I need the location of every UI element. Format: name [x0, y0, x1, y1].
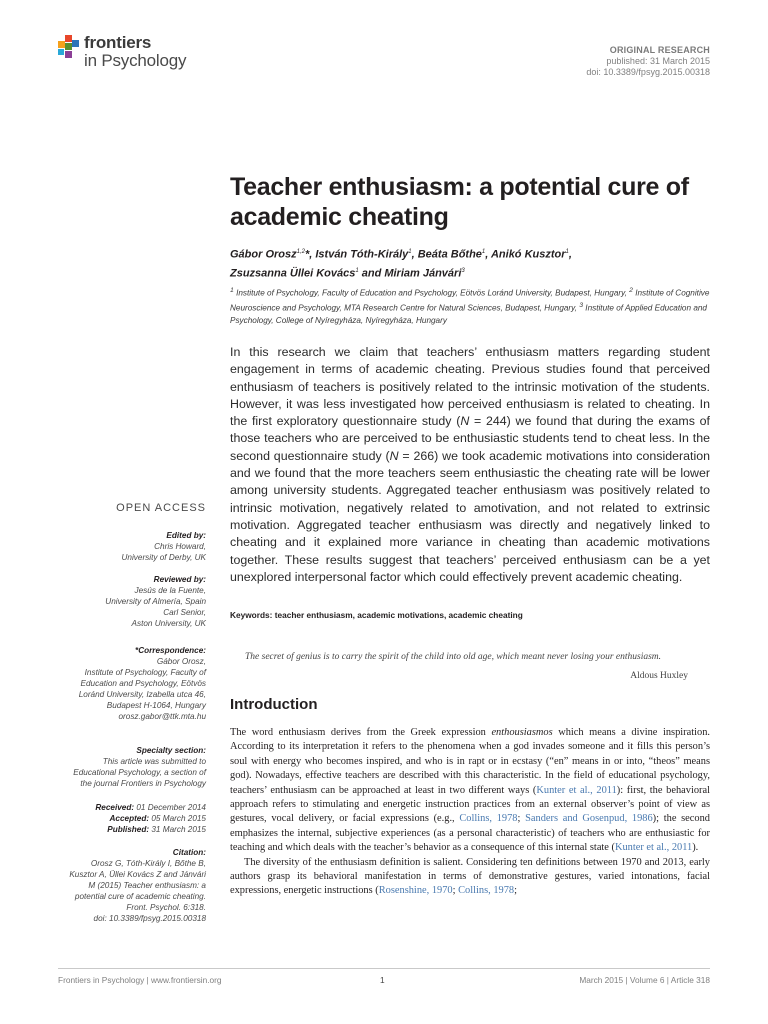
specialty-line: the journal Frontiers in Psychology: [80, 779, 206, 788]
citation-link[interactable]: Kunter et al., 2011: [536, 784, 617, 796]
author-name[interactable]: Gábor Orosz: [230, 248, 297, 261]
affiliation-text: Institute of Applied Education and Psychology, College of Nyíregyháza, Nyíregyháza, Hungary: [230, 303, 707, 326]
article-title: Teacher enthusiasm: a potential cure of academic cheating: [230, 173, 689, 231]
affil-sup: 2: [629, 287, 633, 294]
author-name[interactable]: , István Tóth-Király: [309, 248, 409, 261]
citation-line: Orosz G, Tóth-Király I, Bőthe B,: [90, 859, 206, 868]
author-name[interactable]: and Miriam Jánvári: [358, 267, 462, 280]
logo-journal-name: in Psychology: [84, 51, 187, 70]
epigraph-author: Aldous Huxley: [630, 671, 688, 681]
correspondence-email[interactable]: orosz.gabor@ttk.mta.hu: [118, 712, 206, 721]
author-affil-sup: 1: [565, 249, 569, 255]
keywords: Keywords: teacher enthusiasm, academic motivations, academic cheating: [230, 610, 523, 620]
citation-section: [40, 847, 206, 924]
footer-divider: [58, 968, 710, 969]
reviewer-affiliation: University of Almería, Spain: [105, 597, 206, 606]
body-text: ): first, the behavioral approach refers to stimulating and energetic instruction practices from an external observer’s point of view as gestures, vocal delivery, or facial expressions (e.g.,: [230, 784, 710, 825]
affil-sup: 3: [579, 302, 584, 310]
header-doi: doi: 10.3389/fpsyg.2015.00318: [586, 67, 710, 77]
citation-link[interactable]: Rosenshine, 1970: [378, 885, 453, 897]
correspondence-section: [40, 645, 206, 722]
citation-link[interactable]: Collins, 1978: [459, 813, 518, 825]
editor-affiliation: University of Derby, UK: [121, 553, 206, 562]
citation-line: Front. Psychol. 6:318.: [126, 903, 206, 912]
body-text: The diversity of the enthusiasm definition is salient. Considering ten definitions between 1970 and 2013, early authors grasp its behavioral manifestation in terms of demonstrative gestures, varied intonations, facial expressions, energetic instructions (: [230, 856, 710, 897]
dates-section: [40, 802, 206, 835]
received-label: Received:: [95, 803, 135, 812]
accepted-label: Accepted:: [109, 814, 150, 823]
citation-doi[interactable]: doi: 10.3389/fpsyg.2015.00318: [93, 914, 206, 923]
reviewer-affiliation: Aston University, UK: [131, 619, 206, 628]
citation-label: Citation:: [172, 848, 206, 857]
editor-name[interactable]: Chris Howard,: [154, 542, 206, 551]
published-label: Published:: [107, 825, 150, 834]
affiliation-text: Institute of Psychology, Faculty of Education and Psychology, Eötvös Loránd University, Budapest, Hungary,: [233, 288, 630, 298]
abstract-n-symbol: N: [389, 448, 399, 463]
author-affil-sup: 1: [408, 249, 412, 255]
affiliation-text: Institute of Cognitive Neuroscience and Psychology, MTA Research Centre for Natural Sciences, Budapest, Hungary,: [230, 288, 710, 313]
author-separator: ,: [568, 248, 572, 261]
edited-by-section: [40, 530, 206, 563]
body-emphasis: enthousiasmos: [491, 727, 553, 738]
published-date-side: 31 March 2015: [149, 825, 206, 834]
page-number: 1: [380, 975, 385, 985]
article-type: ORIGINAL RESEARCH: [609, 45, 710, 55]
body-paragraph: [230, 856, 710, 899]
accepted-date: 05 March 2015: [149, 814, 206, 823]
abstract-text: = 244) we found that during the exams of those teachers who are perceived to be enthusiastic students tend to cheat less. In the second questionnaire study (: [230, 414, 710, 463]
received-date: 01 December 2014: [134, 803, 206, 812]
citation-link[interactable]: Kunter et al., 2011: [614, 842, 693, 854]
citation-link[interactable]: Collins, 1978: [458, 885, 515, 897]
epigraph-quote: The secret of genius is to carry the spirit of the child into old age, which meant never losing your enthusiasm.: [245, 652, 662, 662]
section-heading-introduction: Introduction: [230, 696, 318, 713]
body-paragraph: [230, 726, 710, 856]
correspondence-label: *Correspondence:: [135, 646, 206, 655]
correspondence-line: Budapest H-1064, Hungary: [106, 701, 206, 710]
abstract-text: = 266) we took academic motivations into consideration and we found that the more teachers seem enthusiastic the cheating rate will be lower among university students. Aggregated teacher enthusiasm was positively related to intrinsic motivation, negatively related to amotivation, and not related to extrinsic motivation. Aggregated teacher enthusiasm was directly and negatively linked to cheating and it explained more variance in cheating than academic motivations together. These results suggest that teachers’ perceived enthusiasm can be a yet unexplored interpersonal factor which could effectively prevent academic cheating.: [230, 448, 710, 584]
published-date: published: 31 March 2015: [606, 56, 710, 66]
reviewer-name[interactable]: Jesús de la Fuente,: [134, 586, 206, 595]
reviewed-by-section: [40, 574, 206, 629]
correspondence-line: Loránd University, Izabella utca 46,: [78, 690, 206, 699]
reviewed-by-label: Reviewed by:: [153, 575, 206, 584]
author-affil-sup: 1: [355, 267, 359, 274]
author-name[interactable]: , Beáta Bőthe: [411, 248, 482, 261]
abstract-n-symbol: N: [460, 414, 470, 429]
body-text: ;: [452, 885, 459, 897]
abstract: [230, 344, 710, 586]
frontiers-logo-icon: [58, 35, 80, 59]
edited-by-label: Edited by:: [166, 531, 206, 540]
author-affil-sup: 1: [481, 249, 486, 255]
body-text: ); the second emphasizes the internal, subjective experiences (as a personal characteristic) of teachers who are enthusiastic for teaching and which deals with the teacher’s behavior as a consequence of this internal state (: [230, 813, 710, 854]
author-name[interactable]: , Anikó Kusztor: [485, 248, 566, 261]
correspondence-line: Institute of Psychology, Faculty of: [84, 668, 206, 677]
abstract-text: In this research we claim that teachers’ enthusiasm matters regarding student engagement in terms of academic cheating. Previous studies found that perceived enthusiasm of teachers is positively related to the intrinsic motivation of the students. However, it was less investigated how perceived enthusiasm is related to cheating. In the first exploratory questionnaire study (: [230, 345, 710, 429]
reviewer-name[interactable]: Carl Senior,: [163, 608, 206, 617]
introduction-body: [230, 726, 710, 899]
body-text: The word enthusiasm derives from the Greek expression: [230, 727, 492, 738]
specialty-label: Specialty section:: [136, 746, 206, 755]
logo-frontiers-text: frontiers: [84, 33, 152, 52]
body-text: which means a divine inspiration. According to its interpretation it refers to the phenomena when a god invades someone and it fills this person’s soul with energy who becomes inspired, and who is in rapt or in ecstasy (“en” means in or into, “theos” means god). Nowadays, effective teachers are described with this characteristic. In the field of educational psychology, teachers’ enthusiasm can be approached at least in two different ways (: [230, 727, 710, 796]
author-affil-sup: 1,2: [296, 249, 305, 255]
specialty-line: This article was submitted to: [102, 757, 206, 766]
author-affil-sup: 3: [461, 267, 465, 274]
footer-journal-link[interactable]: Frontiers in Psychology | www.frontiersin.org: [58, 975, 222, 985]
author-name[interactable]: Zsuzsanna Üllei Kovács: [230, 267, 356, 280]
corresponding-star: *: [304, 248, 310, 261]
correspondence-line: Gábor Orosz,: [156, 657, 206, 666]
footer-volume-info: March 2015 | Volume 6 | Article 318: [579, 975, 710, 985]
specialty-section: [40, 745, 206, 789]
body-text: ;: [517, 813, 526, 825]
body-text: ).: [692, 842, 699, 854]
body-text: ;: [514, 885, 518, 897]
author-list: [230, 244, 730, 281]
citation-link[interactable]: Sanders and Gosenpud, 1986: [525, 813, 653, 825]
citation-line: potential cure of academic cheating.: [74, 892, 206, 901]
affil-sup: 1: [230, 287, 234, 294]
article-header-info: [586, 45, 710, 78]
specialty-line: Educational Psychology, a section of: [73, 768, 206, 777]
open-access-label: OPEN ACCESS: [116, 502, 206, 514]
affiliations: [230, 285, 710, 328]
citation-line: Kusztor A, Üllei Kovács Z and Jánvári: [69, 870, 206, 879]
citation-line: M (2015) Teacher enthusiasm: a: [88, 881, 206, 890]
correspondence-line: Education and Psychology, Eötvös: [80, 679, 206, 688]
journal-logo[interactable]: [58, 34, 186, 69]
